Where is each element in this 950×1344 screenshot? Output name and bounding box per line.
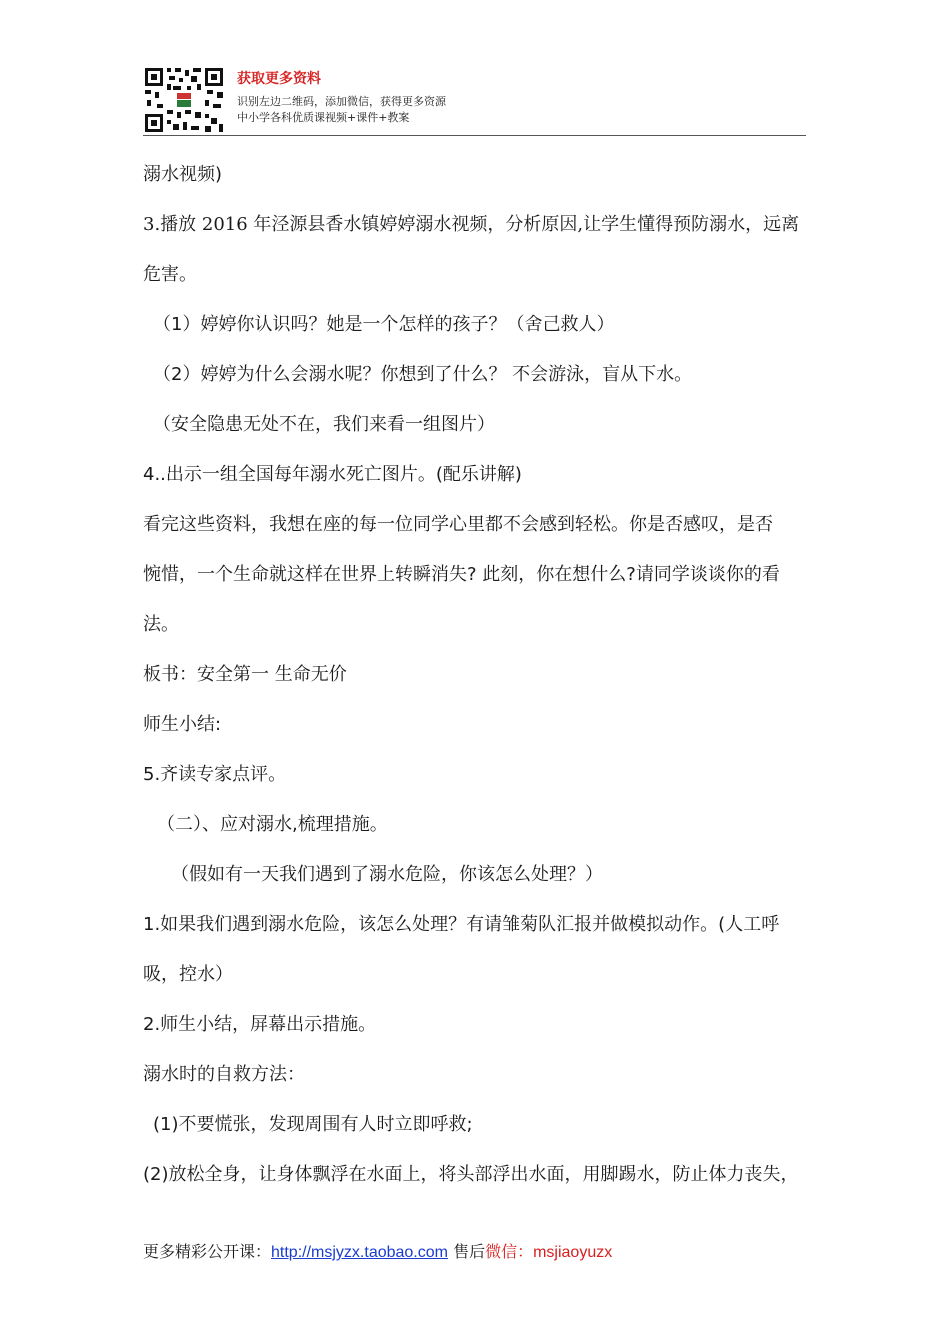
paragraph: （1）婷婷你认识吗？她是一个怎样的孩子？（舍己救人） [153,314,615,335]
paragraph: （假如有一天我们遇到了溺水危险，你该怎么处理？） [171,864,603,885]
paragraph: 吸，控水） [143,964,233,985]
header-divider [143,135,806,136]
footer-link[interactable]: http://msjyzx.taobao.com [271,1244,448,1261]
qr-code-icon [143,66,225,134]
document-body [143,150,806,1200]
paragraph: (2)放松全身，让身体飘浮在水面上，将头部浮出水面，用脚踢水，防止体力丧失， [143,1164,799,1185]
page-header [143,66,806,134]
paragraph: 危害。 [143,264,197,285]
header-text [237,70,446,126]
footer-wechat-id: msjiaoyuzx [533,1244,613,1261]
paragraph: 2.师生小结，屏幕出示措施。 [143,1014,377,1035]
header-line-2: 中小学各科优质课视频+课件+教案 [237,111,410,124]
header-title: 获取更多资料 [237,71,321,87]
page-footer [143,1238,806,1267]
paragraph: (1)不要慌张，发现周围有人时立即呼救; [153,1114,473,1135]
paragraph: （2）婷婷为什么会溺水呢？你想到了什么？ 不会游泳，盲从下水。 [153,364,693,385]
section-heading: （二）、应对溺水,梳理措施。 [157,814,388,835]
paragraph: 溺水时的自救方法： [143,1064,305,1085]
paragraph: 法。 [143,614,179,635]
paragraph: 溺水视频) [143,164,223,185]
footer-wechat-label: 微信： [485,1242,534,1261]
paragraph: 师生小结: [143,714,222,735]
header-line-1: 识别左边二维码，添加微信，获得更多资源 [237,95,446,108]
footer-prefix: 更多精彩公开课： [143,1242,272,1261]
paragraph: 1.如果我们遇到溺水危险，该怎么处理？有请雏菊队汇报并做模拟动作。(人工呼 [143,914,780,935]
footer-middle: 售后 [447,1242,486,1261]
paragraph: 4..出示一组全国每年溺水死亡图片。(配乐讲解) [143,464,522,485]
paragraph: 板书：安全第一 生命无价 [143,664,347,685]
paragraph: 惋惜，一个生命就这样在世界上转瞬消失? 此刻，你在想什么?请同学谈谈你的看 [143,564,780,585]
paragraph: 5.齐读专家点评。 [143,764,287,785]
paragraph: 3.播放 2016 年泾源县香水镇婷婷溺水视频，分析原因,让学生懂得预防溺水，远离 [143,214,800,235]
paragraph: （安全隐患无处不在，我们来看一组图片） [153,414,495,435]
paragraph: 看完这些资料，我想在座的每一位同学心里都不会感到轻松。你是否感叹，是否 [143,514,773,535]
